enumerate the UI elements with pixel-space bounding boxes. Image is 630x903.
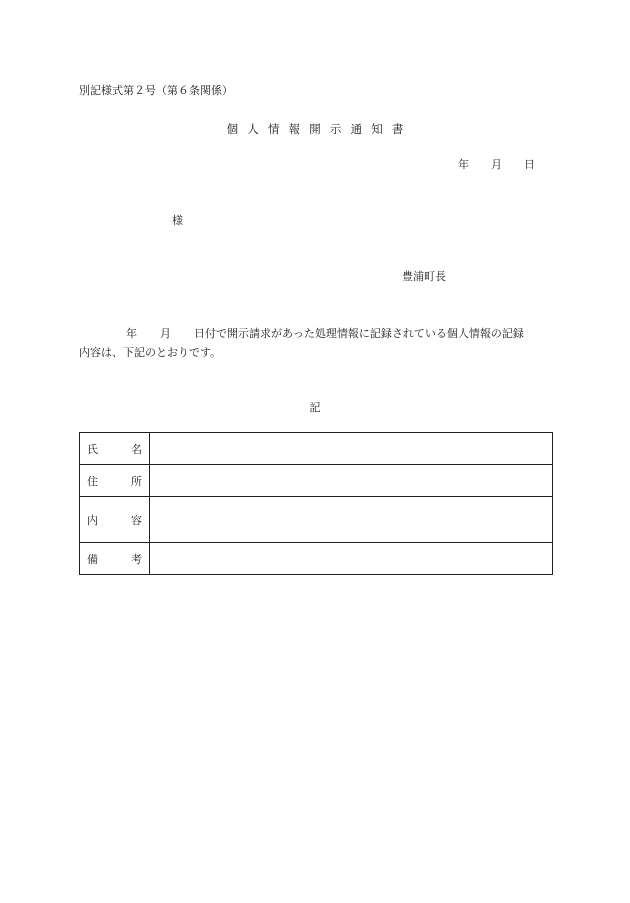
title-char: 書 bbox=[391, 122, 404, 136]
row-label-name bbox=[80, 433, 150, 465]
title-char: 通 bbox=[350, 122, 363, 136]
title-char: 情 bbox=[267, 122, 280, 136]
body-month: 月 bbox=[160, 327, 171, 340]
body-text-line2: 内容は、下記のとおりです。 bbox=[79, 346, 222, 359]
sender-name: 豊浦町長 bbox=[402, 270, 446, 283]
label-char: 所 bbox=[131, 474, 142, 488]
date-year: 年 bbox=[458, 158, 469, 171]
label-char: 備 bbox=[87, 552, 98, 566]
document-title bbox=[0, 121, 630, 137]
label-char: 考 bbox=[131, 552, 142, 566]
body-line1-rest: 日付で開示請求があった処理情報に記録されている個人情報の記録 bbox=[194, 327, 524, 340]
label-char: 名 bbox=[131, 442, 142, 456]
row-label-content bbox=[80, 497, 150, 543]
remarks-field bbox=[150, 543, 553, 575]
body-year: 年 bbox=[126, 327, 137, 340]
title-char: 示 bbox=[329, 122, 342, 136]
form-number-label: 別記様式第２号（第６条関係） bbox=[79, 84, 233, 97]
label-char: 住 bbox=[87, 474, 98, 488]
issue-date bbox=[458, 156, 535, 172]
ki-heading: 記 bbox=[309, 401, 321, 414]
title-char: 報 bbox=[288, 122, 301, 136]
info-table bbox=[79, 432, 553, 575]
addressee-honorific: 様 bbox=[172, 214, 183, 227]
date-month: 月 bbox=[491, 158, 502, 171]
table-row bbox=[80, 465, 553, 497]
title-char: 個 bbox=[226, 122, 239, 136]
row-label-address bbox=[80, 465, 150, 497]
table-row bbox=[80, 497, 553, 543]
content-field bbox=[150, 497, 553, 543]
table-row bbox=[80, 433, 553, 465]
label-char: 容 bbox=[131, 513, 142, 527]
label-char: 内 bbox=[87, 513, 98, 527]
row-label-remarks bbox=[80, 543, 150, 575]
title-char: 人 bbox=[247, 122, 259, 136]
title-char: 開 bbox=[309, 122, 321, 136]
date-day: 日 bbox=[524, 158, 535, 171]
label-char: 氏 bbox=[87, 442, 98, 456]
table-row bbox=[80, 543, 553, 575]
address-field bbox=[150, 465, 553, 497]
title-char: 知 bbox=[371, 122, 383, 136]
name-field bbox=[150, 433, 553, 465]
body-text-line1 bbox=[126, 325, 524, 341]
